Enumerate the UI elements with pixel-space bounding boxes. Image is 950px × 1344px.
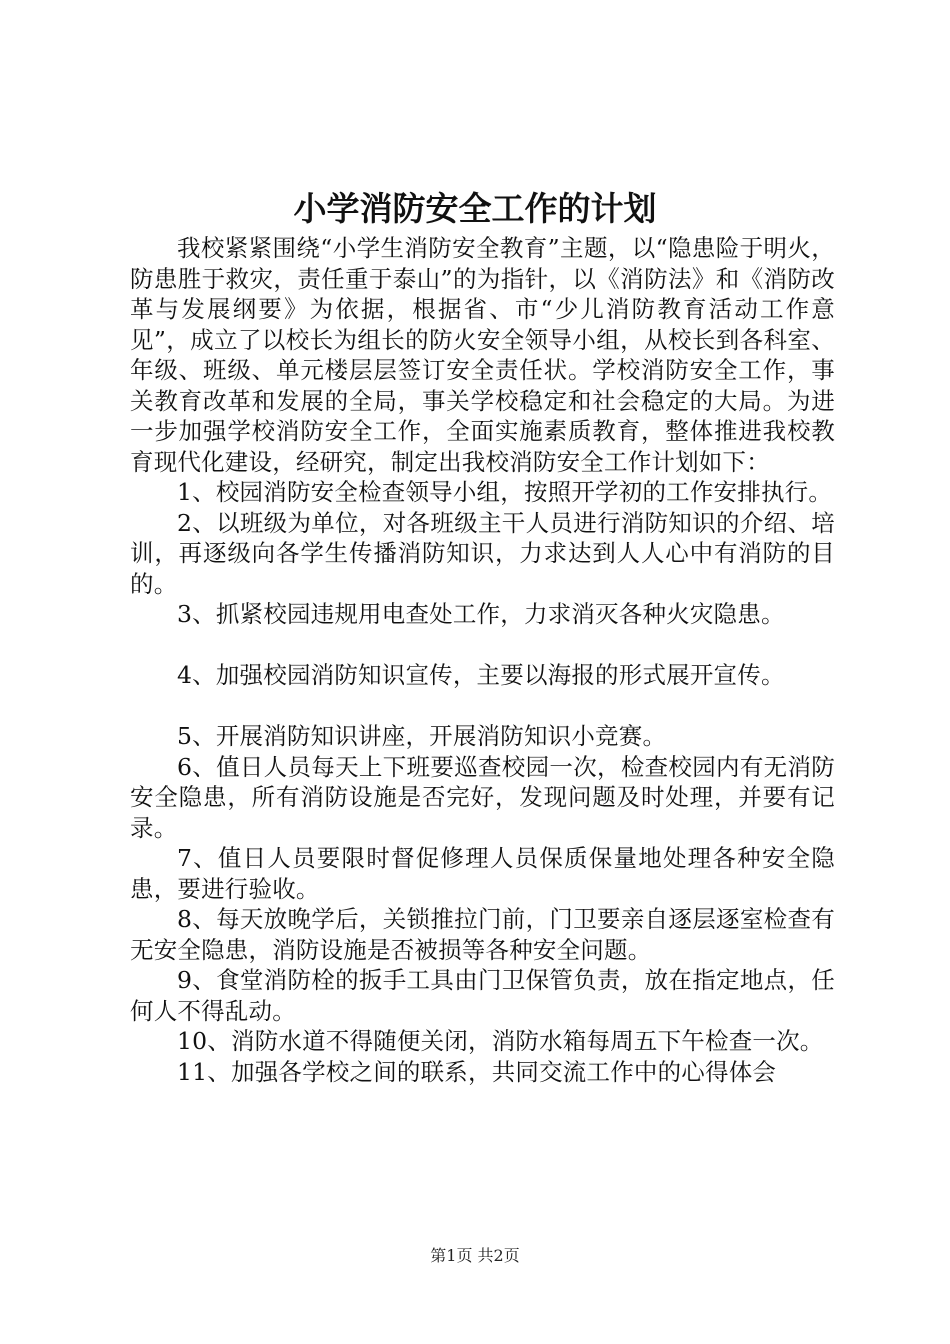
list-item: 5、开展消防知识讲座，开展消防知识小竞赛。 xyxy=(177,722,667,750)
list-item: 7、值日人员要限时督促修理人员保质保量地处理各种安全隐患，要进行验收。 xyxy=(130,844,835,903)
page-indicator: 第1页 共2页 xyxy=(430,1246,520,1265)
list-item: 3、抓紧校园违规用电查处工作，力求消灭各种火灾隐患。 xyxy=(177,600,785,628)
intro-paragraph: 我校紧紧围绕“小学生消防安全教育”主题，以“隐患险于明火，防患胜于救灾，责任重于泰山”的为指针，以《消防法》和《消防改革与发展纲要》为依据，根据省、市“少儿消防教育活动工作意见”，成立了以校长为组长的防火安全领导小组，从校长到各科室、年级、班级、单元楼层层签订安全责任状。学校消防安全工作，事关教育改革和发展的全局，事关学校稳定和社会稳定的大局。为进一步加强学校消防安全工作，全面实施素质教育，整体推进我校教育现代化建设，经研究，制定出我校消防安全工作计划如下： xyxy=(130,234,835,476)
document-body xyxy=(130,233,835,1087)
list-item: 1、校园消防安全检查领导小组，按照开学初的工作安排执行。 xyxy=(177,478,833,506)
list-item: 6、值日人员每天上下班要巡查校园一次，检查校园内有无消防安全隐患，所有消防设施是否完好，发现问题及时处理，并要有记录。 xyxy=(130,752,835,842)
list-item: 4、加强校园消防知识宣传，主要以海报的形式展开宣传。 xyxy=(177,661,785,689)
page-title: 小学消防安全工作的计划 xyxy=(293,189,657,228)
list-item: 2、以班级为单位，对各班级主干人员进行消防知识的介绍、培训，再逐级向各学生传播消防知识，力求达到人人心中有消防的目的。 xyxy=(130,508,835,598)
list-item: 10、消防水道不得随便关闭，消防水箱每周五下午检查一次。 xyxy=(177,1027,824,1055)
list-item: 9、食堂消防栓的扳手工具由门卫保管负责，放在指定地点，任何人不得乱动。 xyxy=(130,966,835,1025)
list-item: 8、每天放晚学后，关锁推拉门前，门卫要亲自逐层逐室检查有无安全隐患，消防设施是否被损等各种安全问题。 xyxy=(130,905,835,964)
list-item: 11、加强各学校之间的联系，共同交流工作中的心得体会 xyxy=(177,1057,777,1086)
